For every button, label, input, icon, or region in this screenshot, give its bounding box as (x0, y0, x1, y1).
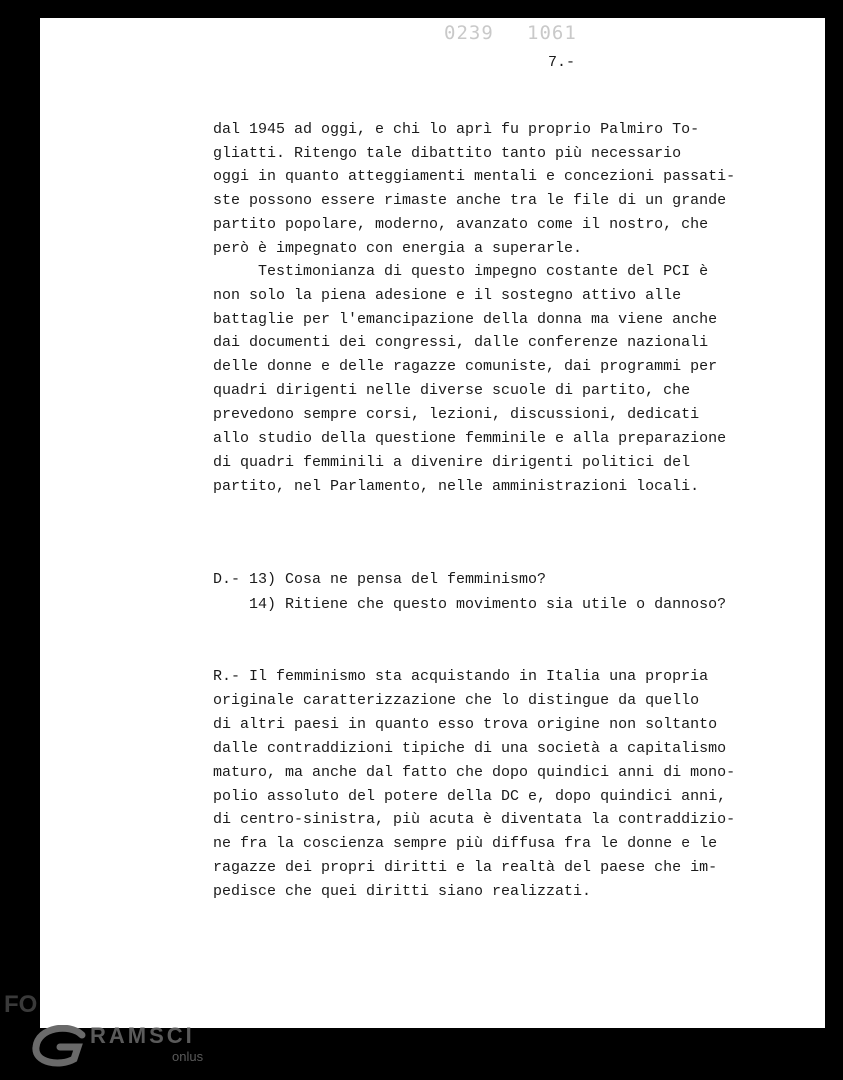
text-line: dal 1945 ad oggi, e chi lo aprì fu proprio Palmiro To- (213, 121, 700, 138)
watermark-subtitle: onlus (172, 1049, 204, 1064)
text-line: delle donne e delle ragazze comuniste, dai programmi per (213, 358, 718, 375)
answer-line: di altri paesi in quanto esso trova origine non soltanto (213, 716, 718, 733)
text-line: quadri dirigenti nelle diverse scuole di partito, che (213, 382, 691, 399)
text-line: allo studio della questione femminile e alla preparazione (213, 430, 727, 447)
text-line: ste possono essere rimaste anche tra le file di un grande (213, 192, 727, 209)
answer-line: ragazze dei propri diritti e la realtà del paese che im- (213, 859, 718, 876)
answer-line: polio assoluto del potere della DC e, dopo quindici anni, (213, 788, 727, 805)
text-line: non solo la piena adesione e il sostegno attivo alle (213, 287, 682, 304)
text-line: partito, nel Parlamento, nelle amministrazioni locali. (213, 478, 700, 495)
page-number: 7.- (548, 54, 576, 71)
watermark-fo-text: FO (4, 991, 38, 1018)
text-line: dai documenti dei congressi, dalle conferenze nazionali (213, 334, 709, 351)
archive-number-left: 0239 (444, 22, 494, 44)
foundation-watermark (0, 985, 260, 1080)
answer-line: ne fra la coscienza sempre più diffusa fra le donne e le (213, 835, 718, 852)
question-13: D.- 13) Cosa ne pensa del femminismo? (213, 571, 547, 588)
answer-line: pedisce che quei diritti siano realizzati. (213, 883, 592, 900)
text-line: però è impegnato con energia a superarle. (213, 240, 583, 257)
text-line: gliatti. Ritengo tale dibattito tanto più necessario (213, 145, 682, 162)
text-line: Testimonianza di questo impegno costante del PCI è (213, 263, 709, 280)
text-line: partito popolare, moderno, avanzato come il nostro, che (213, 216, 709, 233)
answer-line: maturo, ma anche dal fatto che dopo quindici anni di mono- (213, 764, 736, 781)
answer-line: dalle contraddizioni tipiche di una società a capitalismo (213, 740, 727, 757)
question-14: 14) Ritiene che questo movimento sia utile o dannoso? (213, 596, 727, 613)
archive-number-right: 1061 (527, 22, 577, 44)
gramsci-logo-icon (30, 1025, 90, 1067)
text-line: di quadri femminili a divenire dirigenti politici del (213, 454, 691, 471)
answer-line: R.- Il femminismo sta acquistando in Italia una propria (213, 668, 709, 685)
text-line: prevedono sempre corsi, lezioni, discussioni, dedicati (213, 406, 700, 423)
text-line: battaglie per l'emancipazione della donna ma viene anche (213, 311, 718, 328)
watermark-name: RAMSCI (90, 1023, 195, 1048)
text-line: oggi in quanto atteggiamenti mentali e concezioni passati- (213, 168, 736, 185)
answer-line: di centro-sinistra, più acuta è diventata la contraddizio- (213, 811, 736, 828)
answer-line: originale caratterizzazione che lo distingue da quello (213, 692, 700, 709)
